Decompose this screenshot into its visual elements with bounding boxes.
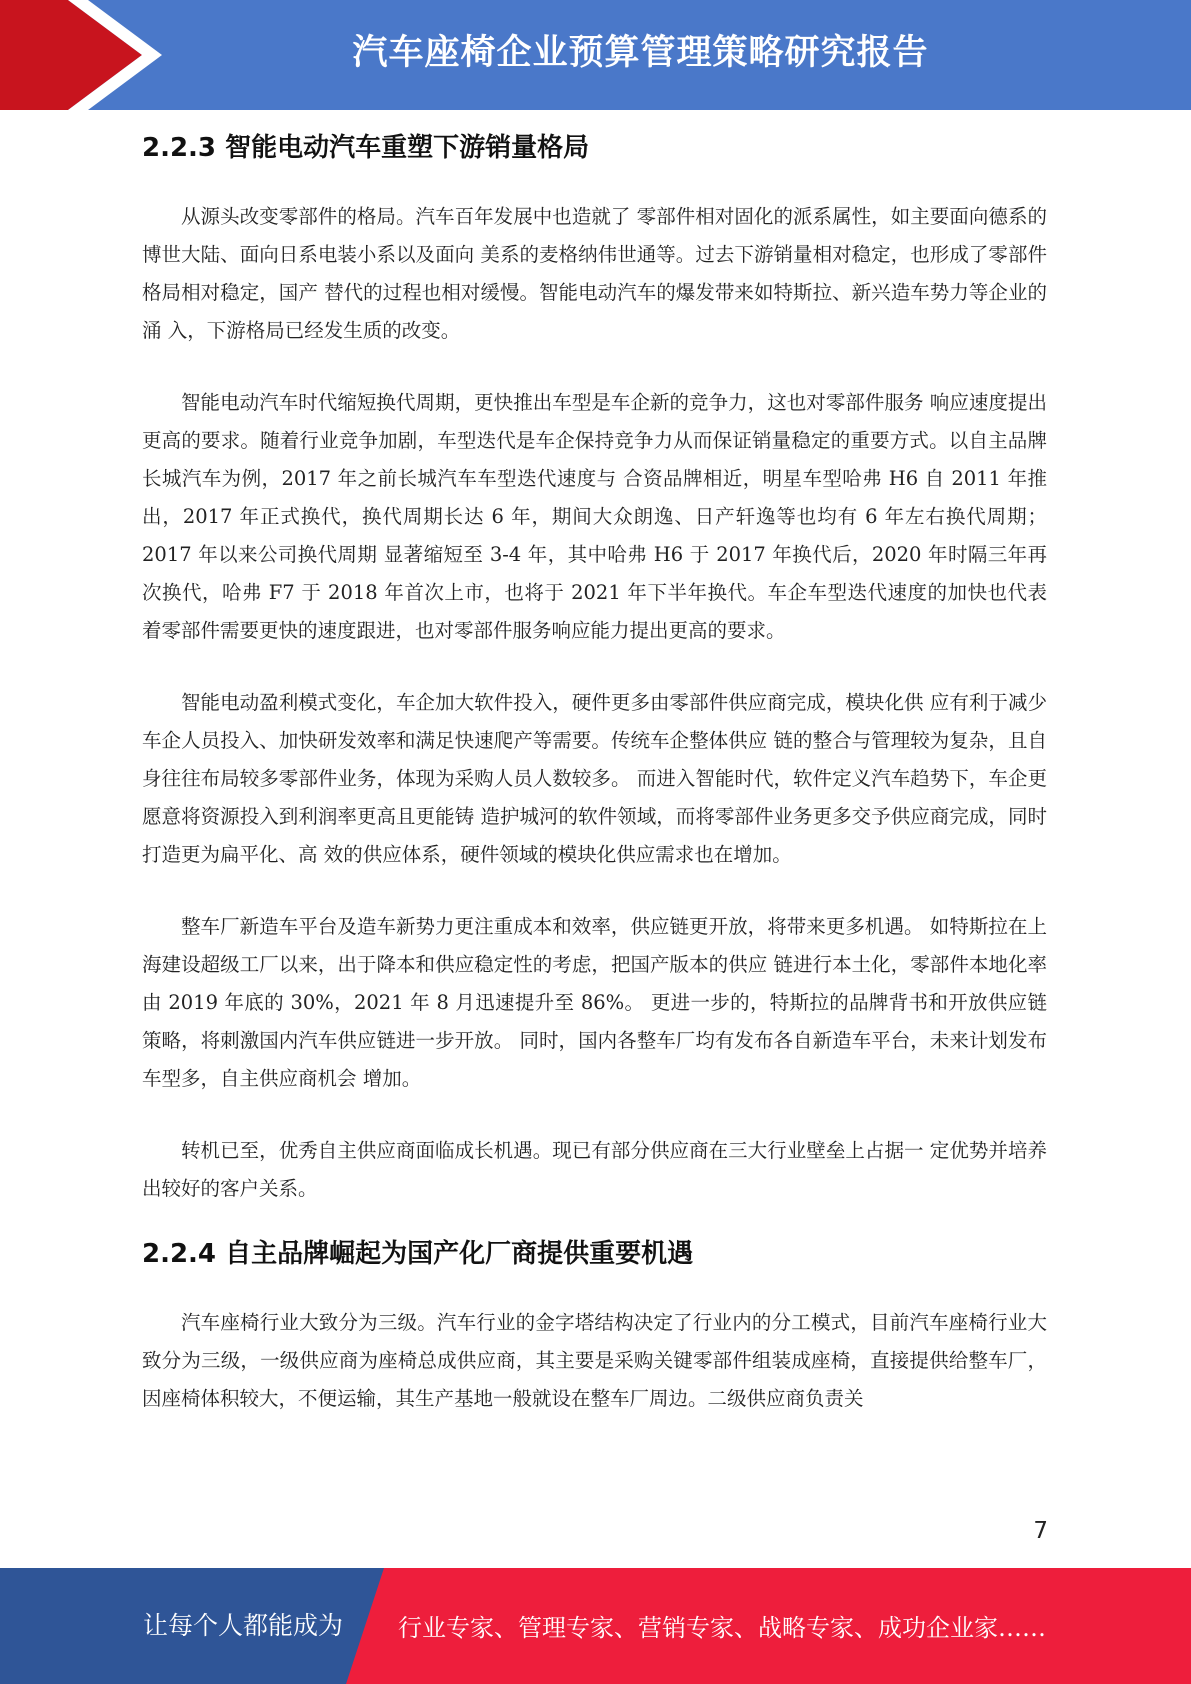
paragraph: 智能电动汽车时代缩短换代周期，更快推出车型是车企新的竞争力，这也对零部件服务 响应速度提出更高的要求。随着行业竞争加剧，车型迭代是车企保持竞争力从而保证销量稳定的重要方式。以自主品牌长城汽车为例，2017 年之前长城汽车车型迭代速度与 合资品牌相近，明星车型哈弗 H6 自 2011 年推出，2017 年正式换代，换代周期长达 6 年，期间大众朗逸、日产轩逸等也均有 6 年左右换代周期；2017 年以来公司换代周期 显著缩短至 3-4 年，其中哈弗 H6 于 2017 年换代后，2020 年时隔三年再次换代，哈弗 F7 于 2018 年首次上市，也将于 2021 年下半年换代。车企车型迭代速度的加快也代表 着零部件需要更快的速度跟进，也对零部件服务响应能力提出更高的要求。 [142, 391, 1047, 642]
section-heading-2-2-4: 2.2.4 自主品牌崛起为国产化厂商提供重要机遇 [142, 1239, 694, 1269]
paragraph: 转机已至，优秀自主供应商面临成长机遇。现已有部分供应商在三大行业壁垒上占据一 定优势并培养出较好的客户关系。 [142, 1139, 1047, 1200]
page-header [0, 0, 1191, 110]
paragraph: 整车厂新造车平台及造车新势力更注重成本和效率，供应链更开放，将带来更多机遇。 如特斯拉在上海建设超级工厂以来，出于降本和供应稳定性的考虑，把国产版本的供应 链进行本土化，零部件本地化率由 2019 年底的 30%，2021 年 8 月迅速提升至 86%。 更进一步的，特斯拉的品牌背书和开放供应链策略，将刺激国内汽车供应链进一步开放。 同时，国内各整车厂均有发布各自新造车平台，未来计划发布车型多，自主供应商机会 增加。 [142, 915, 1047, 1090]
paragraph: 智能电动盈利模式变化，车企加大软件投入，硬件更多由零部件供应商完成，模块化供 应有利于减少车企人员投入、加快研发效率和满足快速爬产等需要。传统车企整体供应 链的整合与管理较为复杂，且自身往往布局较多零部件业务，体现为采购人员人数较多。 而进入智能时代，软件定义汽车趋势下，车企更愿意将资源投入到利润率更高且更能铸 造护城河的软件领域，而将零部件业务更多交予供应商完成，同时打造更为扁平化、高 效的供应体系，硬件领域的模块化供应需求也在增加。 [142, 691, 1047, 866]
page-number: 7 [1033, 1518, 1048, 1544]
section-heading-2-2-3: 2.2.3 智能电动汽车重塑下游销量格局 [142, 133, 590, 163]
footer-slogan-left: 让每个人都能成为 [143, 1611, 344, 1640]
report-title: 汽车座椅企业预算管理策略研究报告 [352, 33, 929, 73]
footer-slogan-right: 行业专家、管理专家、营销专家、战略专家、成功企业家…… [398, 1614, 1046, 1642]
paragraph: 汽车座椅行业大致分为三级。汽车行业的金字塔结构决定了行业内的分工模式，目前汽车座椅行业大致分为三级，一级供应商为座椅总成供应商，其主要是采购关键零部件组装成座椅，直接提供给整车厂，因座椅体积较大，不便运输，其生产基地一般就设在整车厂周边。二级供应商负责关 [142, 1311, 1047, 1410]
document-body [142, 128, 1047, 1418]
paragraph: 从源头改变零部件的格局。汽车百年发展中也造就了 零部件相对固化的派系属性，如主要面向德系的博世大陆、面向日系电装小系以及面向 美系的麦格纳伟世通等。过去下游销量相对稳定，也形成了零部件格局相对稳定，国产 替代的过程也相对缓慢。智能电动汽车的爆发带来如特斯拉、新兴造车势力等企业的涌 入，下游格局已经发生质的改变。 [142, 205, 1047, 342]
page-footer [0, 1568, 1191, 1684]
